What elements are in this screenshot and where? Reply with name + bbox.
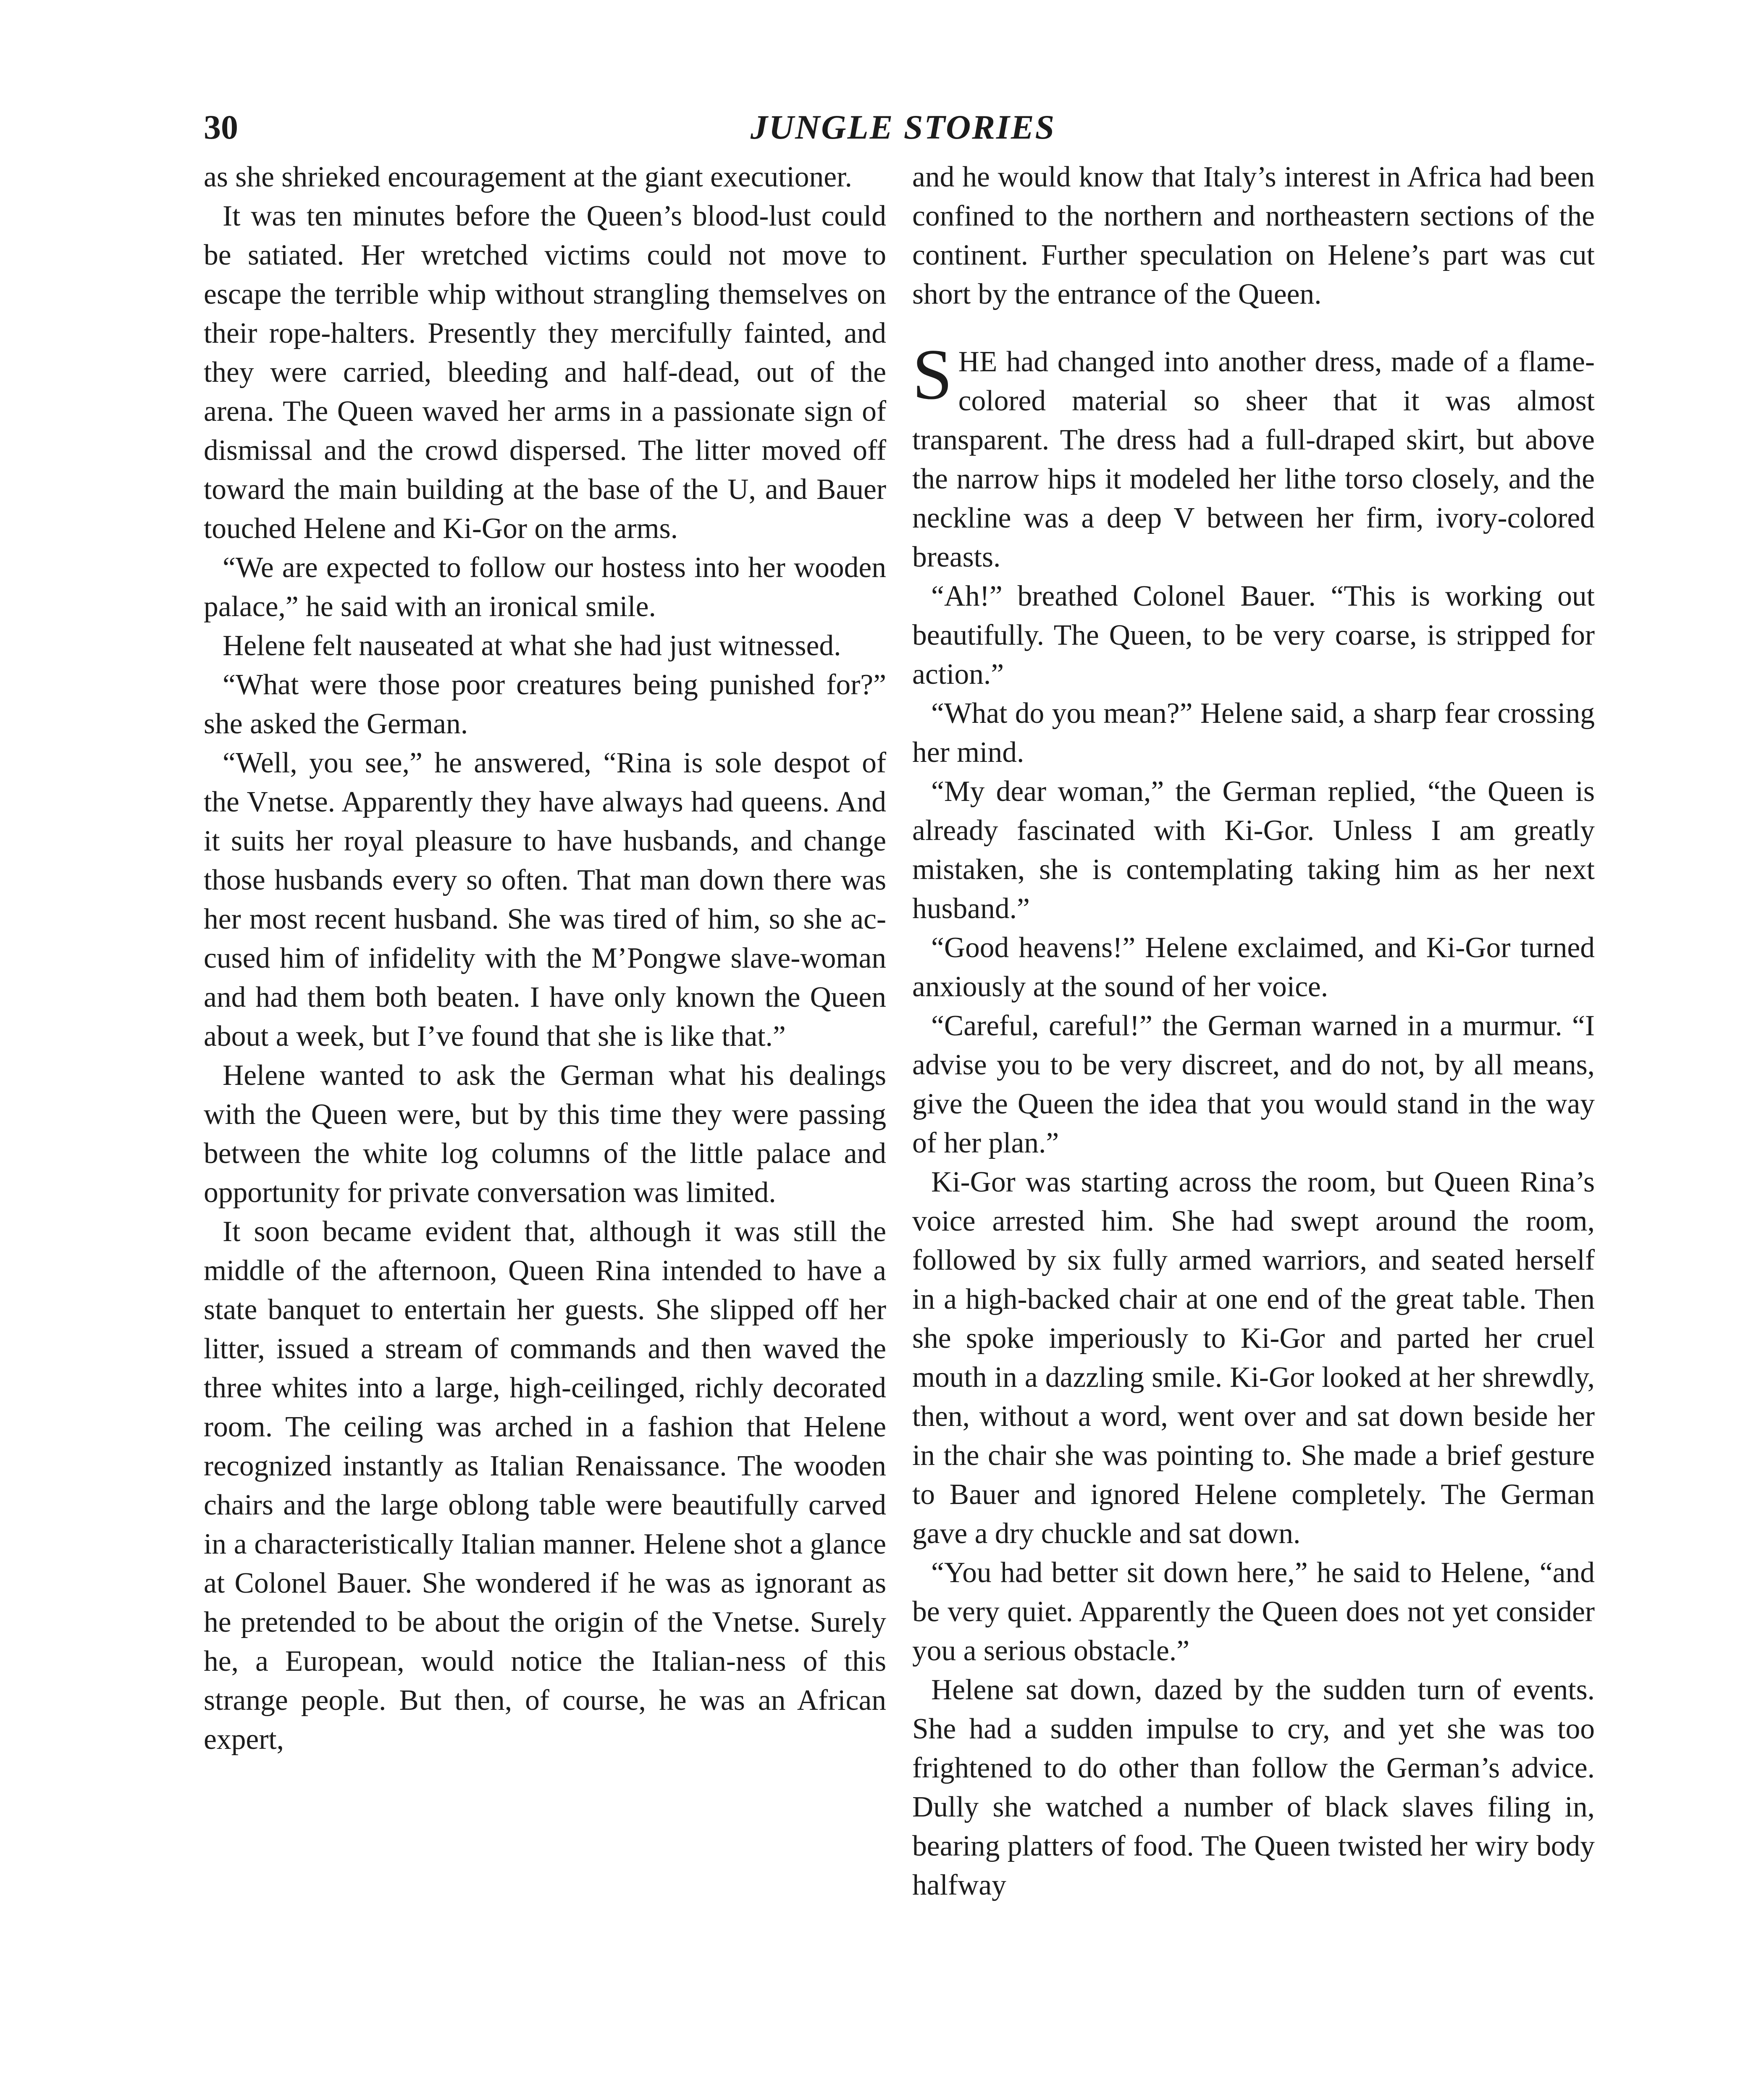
paragraph: “You had better sit down here,” he said to Helene, “and be very quiet. Apparently the Queen does not yet consider you a serious obstacle.” xyxy=(912,1557,1595,1667)
paragraph: “What do you mean?” Helene said, a sharp fear crossing her mind. xyxy=(912,697,1595,769)
paragraph: Helene wanted to ask the German what his dealings with the Queen were, but by this time they were passing between the white log columns of the little palace and opportunity for private conversation was limited. xyxy=(204,1059,886,1209)
drop-cap: S xyxy=(912,335,953,415)
paragraph: “We are expected to follow our hostess into her wooden palace,” he said with an ironical smile. xyxy=(204,551,886,623)
paragraph: as she shrieked encouragement at the giant executioner. xyxy=(204,161,852,193)
left-column xyxy=(204,158,886,1759)
paragraph: It was ten minutes before the Queen’s blood-lust could be satiated. Her wretched victims could not move to escape the terrible whip without strangling themselves on their rope-halters. Presently they mercifully fainted, and they were carried, bleeding and half-dead, out of the arena. The Queen waved her arms in a passionate sign of dismissal and the crowd dispersed. The litter moved off toward the main building at the base of the U, and Bauer touched Helene and Ki-Gor on the arms. xyxy=(204,200,886,545)
paragraph-text: HE had changed into another dress, made of a flame-colored material so sheer that it was almost transparent. The dress had a full-draped skirt, but above the narrow hips it modeled her lithe torso closely, and the neckline was a deep V between her firm, ivory-colored breasts. xyxy=(912,346,1595,573)
paragraph: Helene felt nauseated at what she had just witnessed. xyxy=(223,630,841,662)
paragraph: and he would know that Italy’s interest in Africa had been confined to the northern and northeastern sections of the continent. Further speculation on Helene’s part was cut short by the entrance of the Queen. xyxy=(912,161,1595,310)
paragraph: “My dear woman,” the German replied, “the Queen is already fascinated with Ki-Gor. Unless I am greatly mistaken, she is contemplating taking him as her next husband.” xyxy=(912,775,1595,925)
paragraph: Helene sat down, dazed by the sudden turn of events. She had a sudden impulse to cry, and yet she was too frightened to do other than follow the German’s advice. Dully she watched a number of black slaves filing in, bearing platters of food. The Queen twisted her wiry body halfway xyxy=(912,1674,1595,1901)
paragraph: “Ah!” breathed Colonel Bauer. “This is working out beautifully. The Queen, to be very coarse, is stripped for action.” xyxy=(912,580,1595,690)
running-title: JUNGLE STORIES xyxy=(750,108,1056,146)
paragraph: “What were those poor creatures being punished for?” she asked the German. xyxy=(204,669,886,740)
paragraph: “Good heavens!” Helene exclaimed, and Ki-Gor turned anxiously at the sound of her voice. xyxy=(912,932,1595,1003)
right-column xyxy=(912,158,1595,1905)
section-opening-paragraph xyxy=(912,335,1595,577)
page-number: 30 xyxy=(204,108,238,146)
paragraph: “Careful, careful!” the German warned in a murmur. “I advise you to be very discreet, and do not, by all means, give the Queen the idea that you would stand in the way of her plan.” xyxy=(912,1010,1595,1159)
paragraph: It soon became evident that, although it was still the middle of the afternoon, Queen Rina intended to have a state banquet to entertain her guests. She slipped off her litter, issued a stream of commands and then waved the three whites into a large, high-ceilinged, richly decorated room. The ceiling was arched in a fashion that Helene recognized instantly as Italian Renaissance. The wooden chairs and the large oblong table were beautifully carved in a characteristically Italian manner. Helene shot a glance at Colonel Bauer. She wondered if he was as ignorant as he pretended to be about the origin of the Vnetse. Surely he, a European, would notice the Italian-ness of this strange people. But then, of course, he was an African expert, xyxy=(204,1215,886,1756)
paragraph: “Well, you see,” he answered, “Rina is sole despot of the Vnetse. Apparently they have always had queens. And it suits her royal pleasure to have husbands, and change those husbands every so often. That man down there was her most recent husband. She was tired of him, so she accused him of infidelity with the M’Pongwe slave-woman and had them both beaten. I have only known the Queen about a week, but I’ve found that she is like that.” xyxy=(204,747,886,1053)
paragraph: Ki-Gor was starting across the room, but Queen Rina’s voice arrested him. She had swept around the room, followed by six fully armed warriors, and seated herself in a high-backed chair at one end of the great table. Then she spoke imperiously to Ki-Gor and parted her cruel mouth in a dazzling smile. Ki-Gor looked at her shrewdly, then, without a word, went over and sat down beside her in the chair she was pointing to. She made a brief gesture to Bauer and ignored Helene completely. The German gave a dry chuckle and sat down. xyxy=(912,1166,1595,1550)
